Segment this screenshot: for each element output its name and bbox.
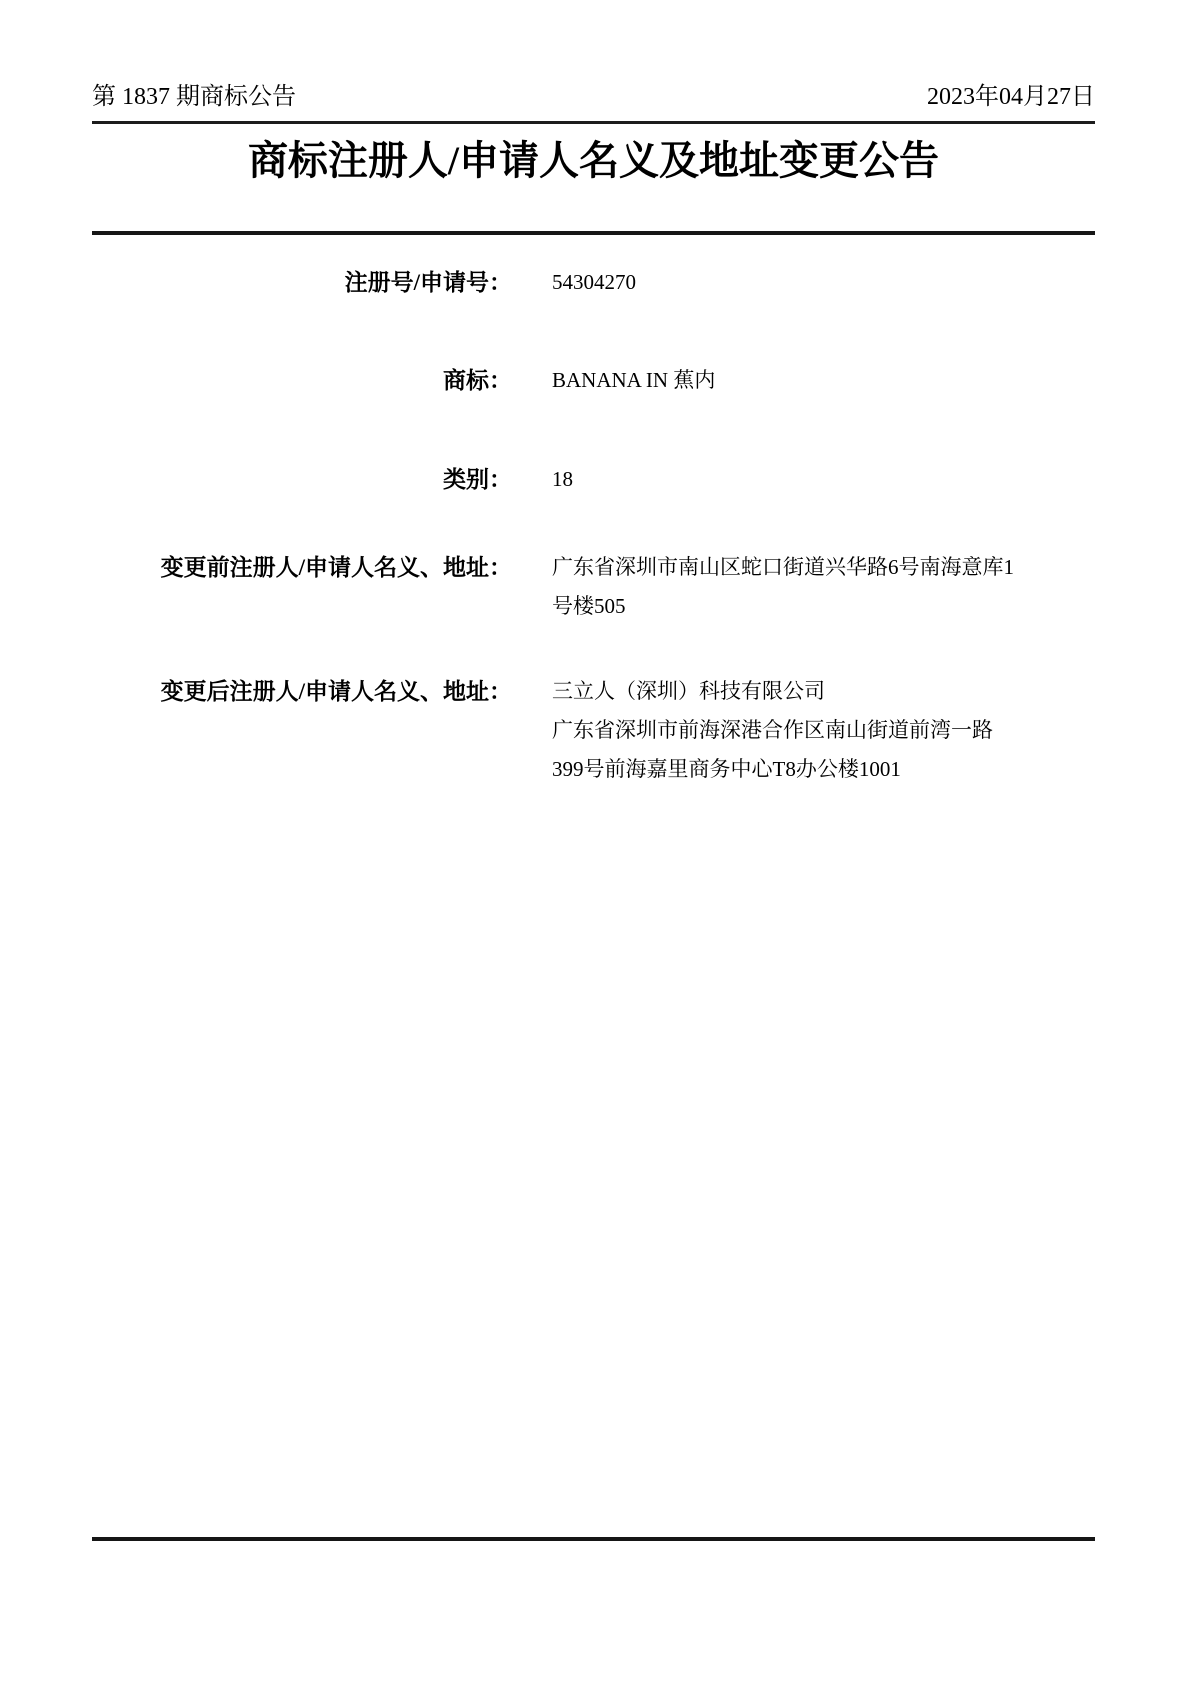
registration-number-label: 注册号/申请号： bbox=[344, 270, 512, 295]
page-content bbox=[92, 0, 1095, 1684]
before-change-label: 变更前注册人/申请人名义、地址： bbox=[160, 555, 512, 580]
class-value: 18 bbox=[552, 467, 573, 491]
title-divider bbox=[92, 231, 1095, 235]
field-row-registration-number bbox=[92, 263, 1095, 302]
footer-divider bbox=[92, 1537, 1095, 1541]
registration-number-value: 54304270 bbox=[552, 270, 636, 294]
trademark-value: BANANA IN 蕉内 bbox=[552, 368, 716, 392]
after-change-address-line: 广东省深圳市前海深港合作区南山街道前湾一路399号前海嘉里商务中心T8办公楼1001 bbox=[552, 718, 993, 781]
gazette-date-label: 2023年04月27日 bbox=[927, 84, 1095, 110]
after-change-value bbox=[552, 672, 1022, 789]
field-list bbox=[92, 263, 1095, 789]
class-label: 类别： bbox=[443, 467, 512, 492]
after-change-name-line: 三立人（深圳）科技有限公司 bbox=[552, 679, 825, 703]
after-change-label: 变更后注册人/申请人名义、地址： bbox=[160, 679, 512, 704]
before-change-value: 广东省深圳市南山区蛇口街道兴华路6号南海意库1号楼505 bbox=[552, 555, 1014, 618]
page-title: 商标注册人/申请人名义及地址变更公告 bbox=[247, 138, 940, 183]
gazette-issue-label: 第 1837 期商标公告 bbox=[92, 84, 296, 110]
field-row-after-change bbox=[92, 672, 1095, 789]
trademark-label: 商标： bbox=[443, 368, 512, 393]
field-row-before-change bbox=[92, 548, 1095, 626]
field-row-trademark bbox=[92, 361, 1095, 400]
field-row-class bbox=[92, 460, 1095, 499]
page-header bbox=[92, 80, 1095, 124]
